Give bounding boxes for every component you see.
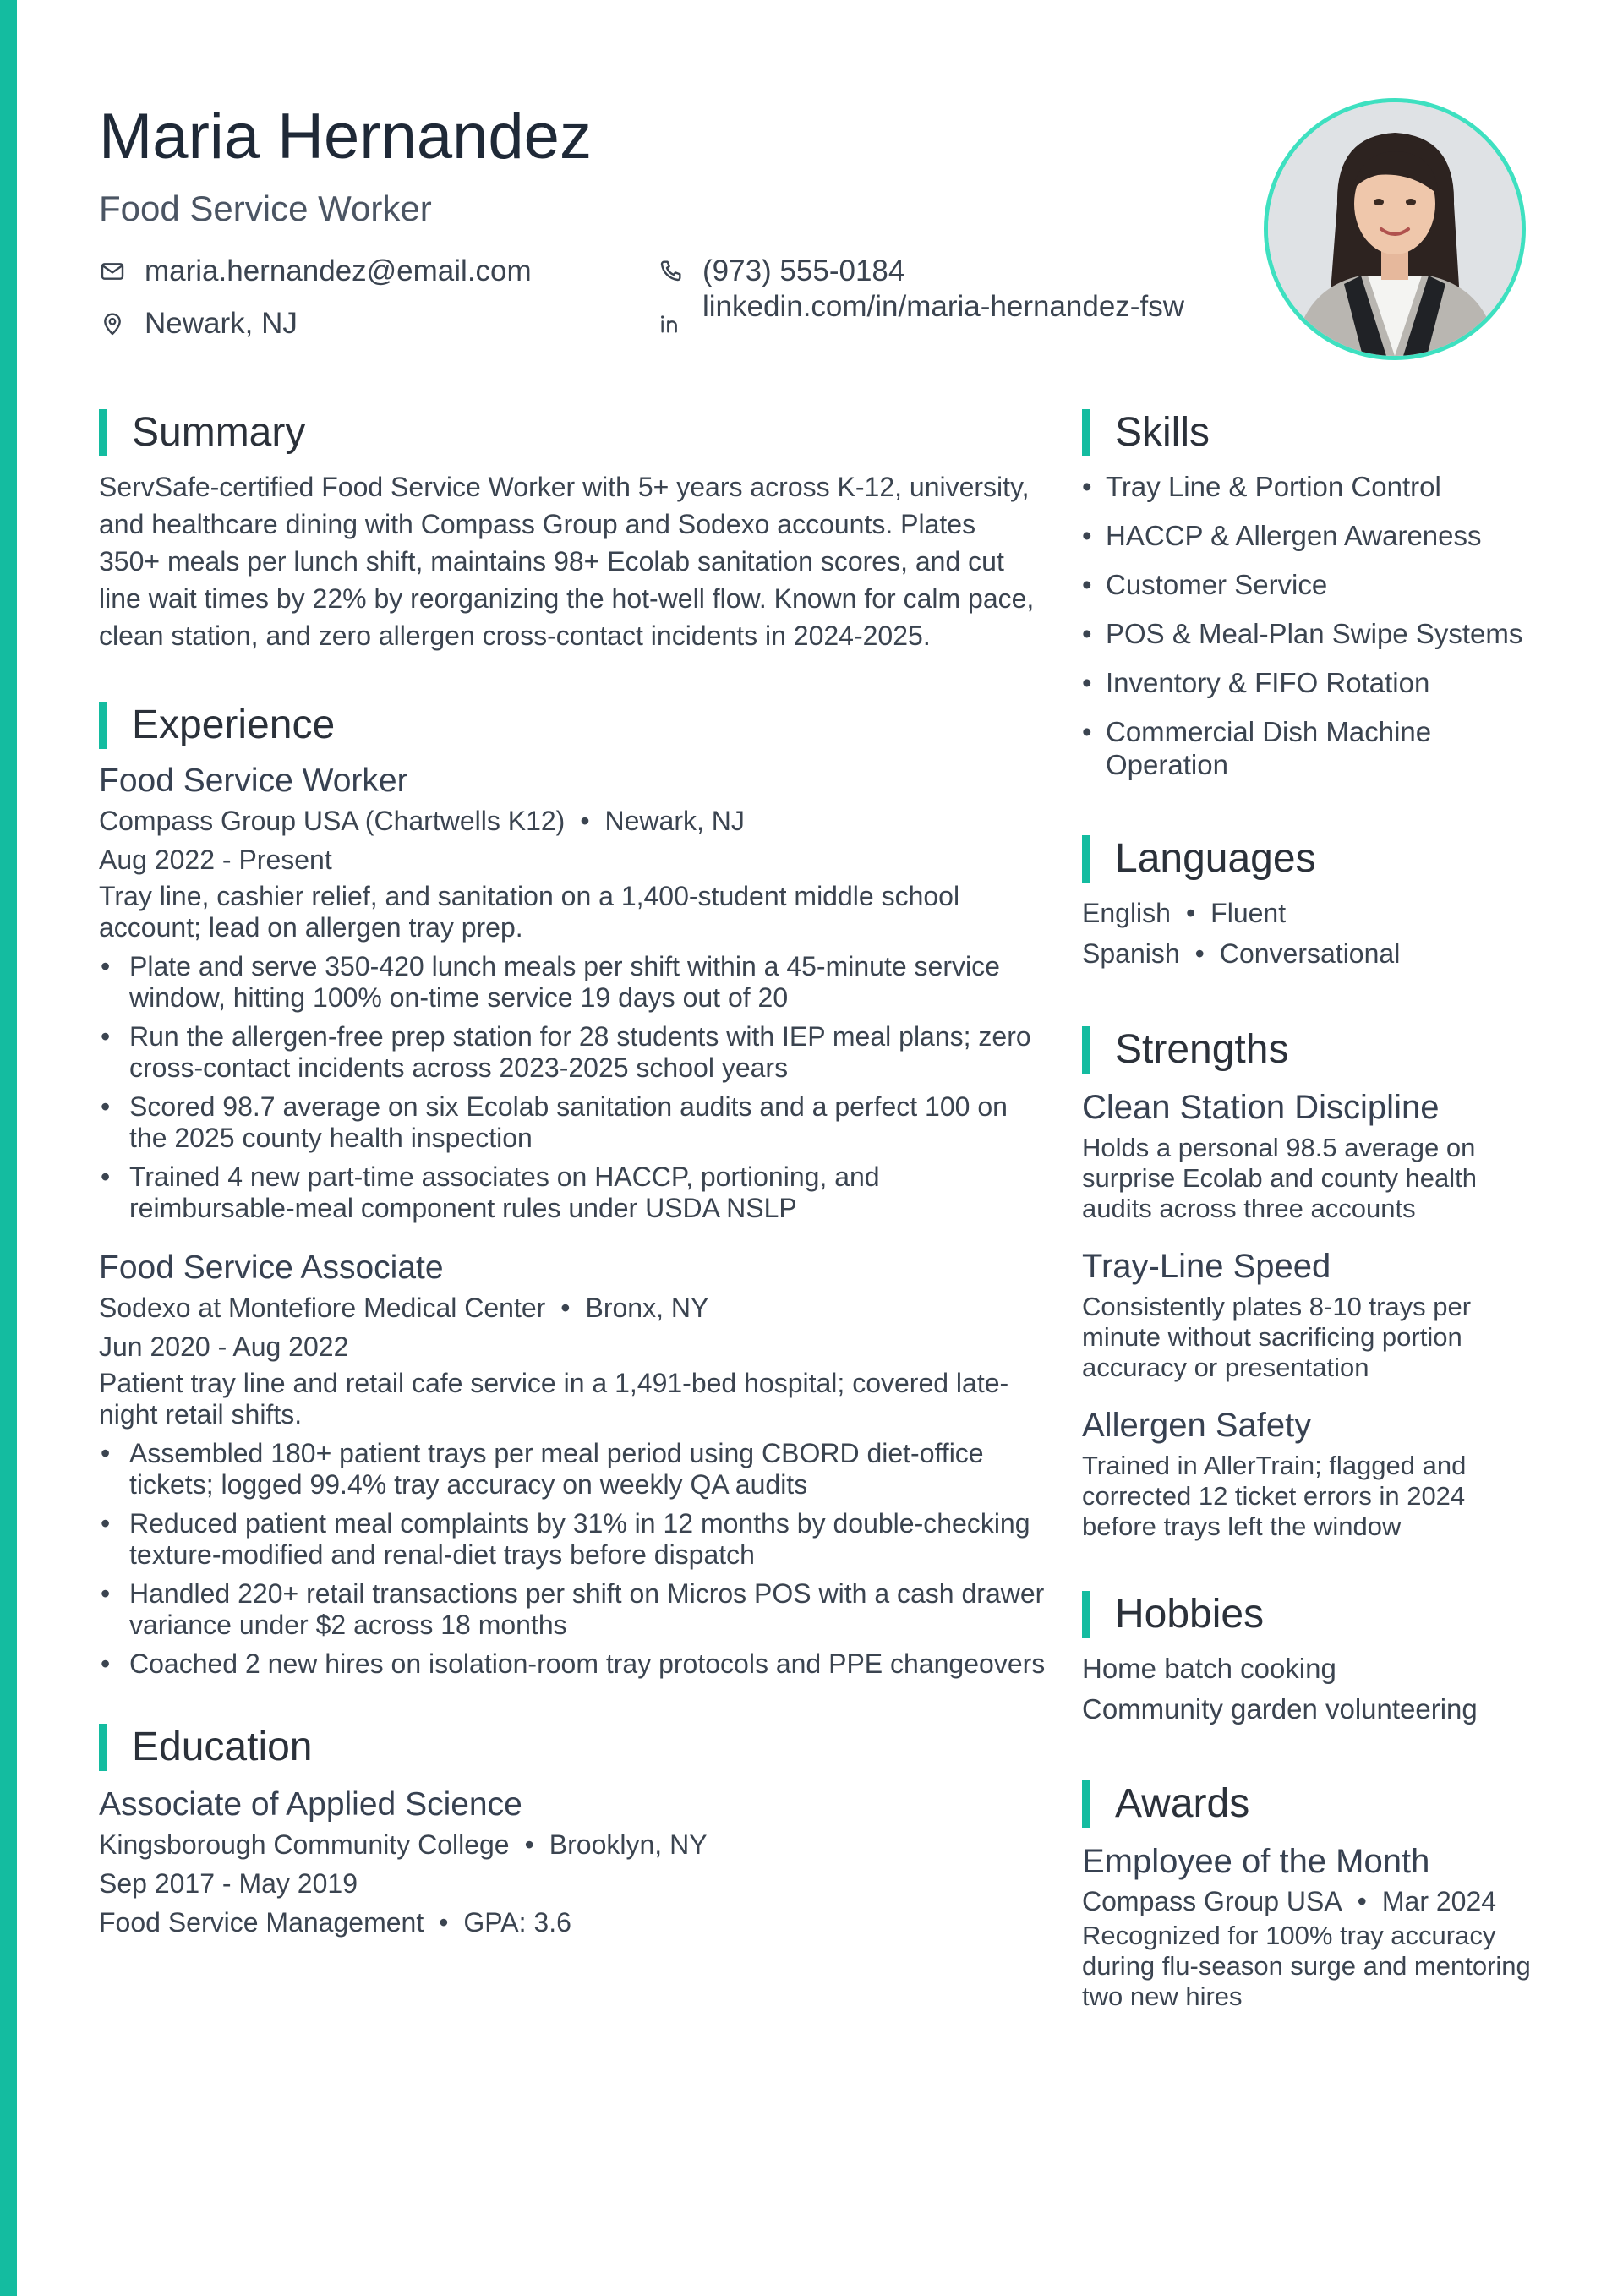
job-bullets [99,1438,1046,1680]
award-date: Mar 2024 [1381,1886,1497,1916]
summary-heading: Summary [99,409,1046,456]
phone-text: (973) 555-0184 [702,254,905,287]
strength-text: Holds a personal 98.5 average on surprise Ecolab and county health audits across three accounts [1082,1133,1478,1223]
list-item: • Handled 220+ retail transactions per shift on Micros POS with a cash drawer variance under $2 across 18 months [99,1578,1046,1641]
list-item: • Commercial Dish Machine Operation [1082,715,1538,781]
language-name: Spanish [1082,938,1180,969]
job-company: Sodexo at Montefiore Medical Center [99,1293,546,1323]
skills-heading: Skills [1082,409,1538,456]
school-location: Brooklyn, NY [549,1829,708,1860]
language-level: Fluent [1210,898,1287,928]
job-location: Bronx, NY [585,1293,709,1323]
strength-title: Tray-Line Speed [1082,1248,1331,1285]
job-description: Patient tray line and retail cafe service in a 1,491-bed hospital; covered late-night retail shifts. [99,1368,1009,1430]
summary-text: ServSafe-certified Food Service Worker with 5+ years across K-12, university, and healthcare dining with Compass Group and Sodexo accounts. Plates 350+ meals per lunch shift, maintains 98+ Ecolab sanitation scores, and cut line wait times by 22% by reorganizing the hot-well flow. Known for calm pace, clean station, and zero allergen cross-contact incidents in 2024-2025. [99,472,1035,651]
language-name: English [1082,898,1171,928]
contact-linkedin[interactable] [657,291,1215,340]
list-item: • Plate and serve 350-420 lunch meals per shift within a 45-minute service window, hitting 100% on-time service 19 days out of 20 [99,951,1046,1014]
hobby-item: Community garden volunteering [1082,1693,1478,1725]
strength-text: Trained in AllerTrain; flagged and corrected 12 ticket errors in 2024 before trays left the window [1082,1451,1467,1541]
separator-dot: • [580,806,590,836]
education-entry [99,1785,1046,1942]
map-pin-icon [99,308,129,340]
languages-heading: Languages [1082,835,1538,883]
separator-dot: • [439,1907,449,1938]
list-item: • POS & Meal-Plan Swipe Systems [1082,617,1538,650]
separator-dot: • [1194,938,1205,969]
contact-location [99,308,640,340]
strength-item [1082,1405,1538,1542]
contact-phone[interactable] [657,255,1265,287]
language-row [1082,893,1538,933]
education-dates: Sep 2017 - May 2019 [99,1868,358,1899]
list-item: • Assembled 180+ patient trays per meal period using CBORD diet-office tickets; logged 99.4% tray accuracy on weekly QA audits [99,1438,1046,1501]
candidate-role: Food Service Worker [99,189,432,228]
job-company: Compass Group USA (Chartwells K12) [99,806,566,836]
job-entry [99,1248,1046,1680]
profile-photo [1264,98,1526,360]
awards-heading: Awards [1082,1780,1538,1828]
award-text: Recognized for 100% tray accuracy during flu-season surge and mentoring two new hires [1082,1921,1531,2011]
job-company-line [99,801,1046,840]
job-location: Newark, NJ [604,806,745,836]
linkedin-text: linkedin.com/in/maria-hernandez-fsw [702,290,1184,323]
list-item: • Reduced patient meal complaints by 31% in 12 months by double-checking texture-modified and renal-diet trays before dispatch [99,1508,1046,1571]
job-title: Food Service Worker [99,763,408,799]
degree-title: Associate of Applied Science [99,1786,522,1823]
job-company-line [99,1288,1046,1327]
separator-dot: • [524,1829,534,1860]
candidate-name: Maria Hernandez [99,101,592,172]
separator-dot: • [1357,1886,1367,1916]
award-name: Employee of the Month [1082,1843,1430,1880]
experience-heading: Experience [99,702,1046,749]
hobby-item: Home batch cooking [1082,1653,1336,1684]
job-description: Tray line, cashier relief, and sanitation on a 1,400-student middle school account; lead on allergen tray prep. [99,881,960,943]
list-item: • Inventory & FIFO Rotation [1082,666,1538,699]
list-item: • Scored 98.7 average on six Ecolab sanitation audits and a perfect 100 on the 2025 county health inspection [99,1091,1046,1154]
strength-title: Allergen Safety [1082,1407,1312,1444]
list-item: • Coached 2 new hires on isolation-room tray protocols and PPE changeovers [99,1648,1046,1680]
right-column [1082,409,1538,2012]
list-item: • Tray Line & Portion Control [1082,470,1538,503]
job-dates: Jun 2020 - Aug 2022 [99,1331,349,1362]
award-org-line [1082,1882,1538,1921]
languages-list [1082,893,1538,974]
list-item: • HACCP & Allergen Awareness [1082,519,1538,552]
resume-page [99,0,1536,2296]
education-heading: Education [99,1724,1046,1771]
school-name: Kingsborough Community College [99,1829,510,1860]
field-line [99,1903,1046,1942]
hobbies-heading: Hobbies [1082,1591,1538,1638]
field-of-study: Food Service Management [99,1907,424,1938]
language-level: Conversational [1219,938,1401,969]
contact-email[interactable] [99,255,640,287]
strengths-list [1082,1087,1538,1542]
job-title: Food Service Associate [99,1249,444,1286]
job-bullets [99,951,1046,1224]
separator-dot: • [1185,898,1196,928]
location-text: Newark, NJ [145,307,298,340]
left-column [99,409,1046,1942]
list-item: • Run the allergen-free prep station for 28 students with IEP meal plans; zero cross-contact incidents across 2023-2025 school years [99,1021,1046,1084]
job-dates: Aug 2022 - Present [99,845,332,875]
school-line [99,1825,1046,1864]
strength-item [1082,1246,1538,1383]
strengths-heading: Strengths [1082,1026,1538,1074]
phone-icon [657,255,687,287]
hobbies-list [1082,1648,1538,1730]
separator-dot: • [560,1293,571,1323]
list-item: • Trained 4 new part-time associates on HACCP, portioning, and reimbursable-meal component rules under USDA NSLP [99,1162,1046,1224]
accent-bar [0,0,17,2296]
linkedin-icon [657,308,687,340]
language-row [1082,933,1538,974]
portrait-illustration [1268,102,1522,356]
envelope-icon [99,255,129,287]
strength-text: Consistently plates 8-10 trays per minute without sacrificing portion accuracy or presentation [1082,1292,1472,1382]
gpa: GPA: 3.6 [463,1907,571,1938]
strength-title: Clean Station Discipline [1082,1089,1440,1126]
award-org: Compass Group USA [1082,1886,1342,1916]
list-item: • Customer Service [1082,568,1538,601]
award-entry [1082,1841,1538,2012]
skills-list [1082,470,1538,781]
strength-item [1082,1087,1538,1224]
email-text: maria.hernandez@email.com [145,254,532,287]
job-entry [99,761,1046,1224]
